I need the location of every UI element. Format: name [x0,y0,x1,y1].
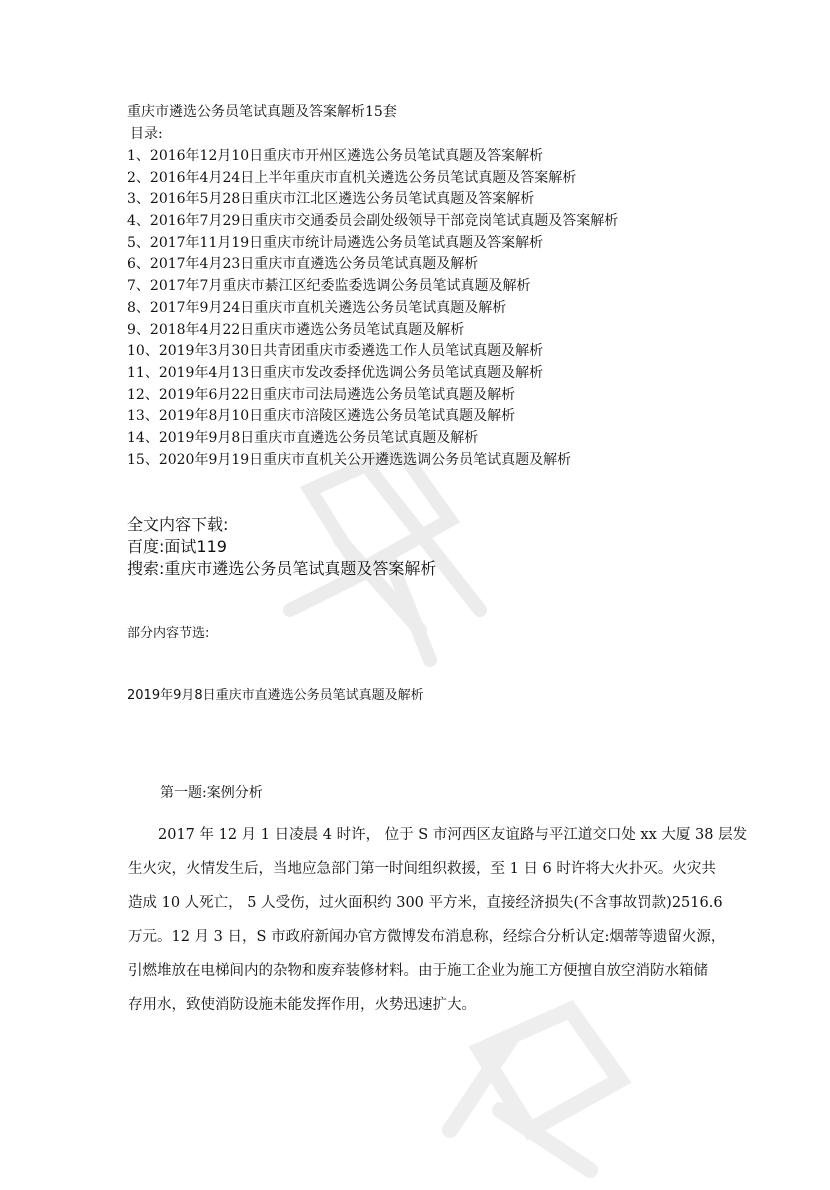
table-of-contents [127,146,618,471]
toc-item: 13、2019年8月10日重庆市涪陵区遴选公务员笔试真题及解析 [127,408,516,425]
paragraph-line: 引燃堆放在电梯间内的杂物和废弃装修材料。由于施工企业为施工方便擅自放空消防水箱储 [128,963,708,979]
paragraph-line: 生火灾，火情发生后，当地应急部门第一时间组织救援，至 1 日 6 时许将大火扑灭。火灾共 [128,861,716,877]
toc-item: 12、2019年6月22日重庆市司法局遴选公务员笔试真题及解析 [127,386,516,403]
download-label: 全文内容下载: [127,515,229,534]
excerpt-label: 部分内容节选: [127,626,210,641]
search-line: 搜索:重庆市遴选公务员笔试真题及答案解析 [127,559,437,578]
toc-item: 1、2016年12月10日重庆市开州区遴选公务员笔试真题及答案解析 [127,148,544,164]
toc-item: 8、2017年9月24日重庆市直机关遴选公务员笔试真题及解析 [127,299,507,316]
download-info [127,514,436,580]
toc-item: 6、2017年4月23日重庆市直遴选公务员笔试真题及解析 [127,256,479,273]
toc-item: 4、2016年7月29日重庆市交通委员会副处级领导干部竞岗笔试真题及答案解析 [127,213,619,230]
toc-label: 目录: [130,126,163,142]
paragraph-line: 造成 10 人死亡， 5 人受伤，过火面积约 300 平方米，直接经济损失(不含事故罚款)2516.6 [128,895,723,911]
toc-item: 2、2016年4月24日上半年重庆市直机关遴选公务员笔试真题及答案解析 [127,169,577,186]
paragraph-line: 存用水，致使消防设施未能发挥作用，火势迅速扩大。 [128,997,476,1013]
excerpt-title: 2019年9月8日重庆市直遴选公务员笔试真题及解析 [127,688,424,703]
toc-item: 11、2019年4月13日重庆市发改委择优选调公务员笔试真题及解析 [127,364,544,381]
toc-item: 3、2016年5月28日重庆市江北区遴选公务员笔试真题及答案解析 [127,191,535,208]
toc-item: 9、2018年4月22日重庆市遴选公务员笔试真题及解析 [127,321,465,338]
case-paragraph [128,818,748,1022]
toc-item: 5、2017年11月19日重庆市统计局遴选公务员笔试真题及答案解析 [127,234,544,251]
document-title: 重庆市遴选公务员笔试真题及答案解析15套 [127,104,397,120]
toc-item: 15、2020年9月19日重庆市直机关公开遴选选调公务员笔试真题及解析 [127,451,572,468]
paragraph-line: 2017 年 12 月 1 日凌晨 4 时许， 位于 S 市河西区友谊路与平江道交口处 xx 大厦 38 层发 [158,827,748,843]
baidu-line: 百度:面试119 [127,537,227,556]
toc-item: 7、2017年7月重庆市綦江区纪委监委选调公务员笔试真题及解析 [127,278,531,295]
question-heading: 第一题:案例分析 [160,785,263,801]
paragraph-line: 万元。12 月 3 日，S 市政府新闻办官方微博发布消息称，经综合分析认定:烟蒂等遗留火源， [128,929,726,945]
toc-item: 10、2019年3月30日共青团重庆市委遴选工作人员笔试真题及解析 [127,343,544,360]
toc-item: 14、2019年9月8日重庆市直遴选公务员笔试真题及解析 [127,429,479,446]
